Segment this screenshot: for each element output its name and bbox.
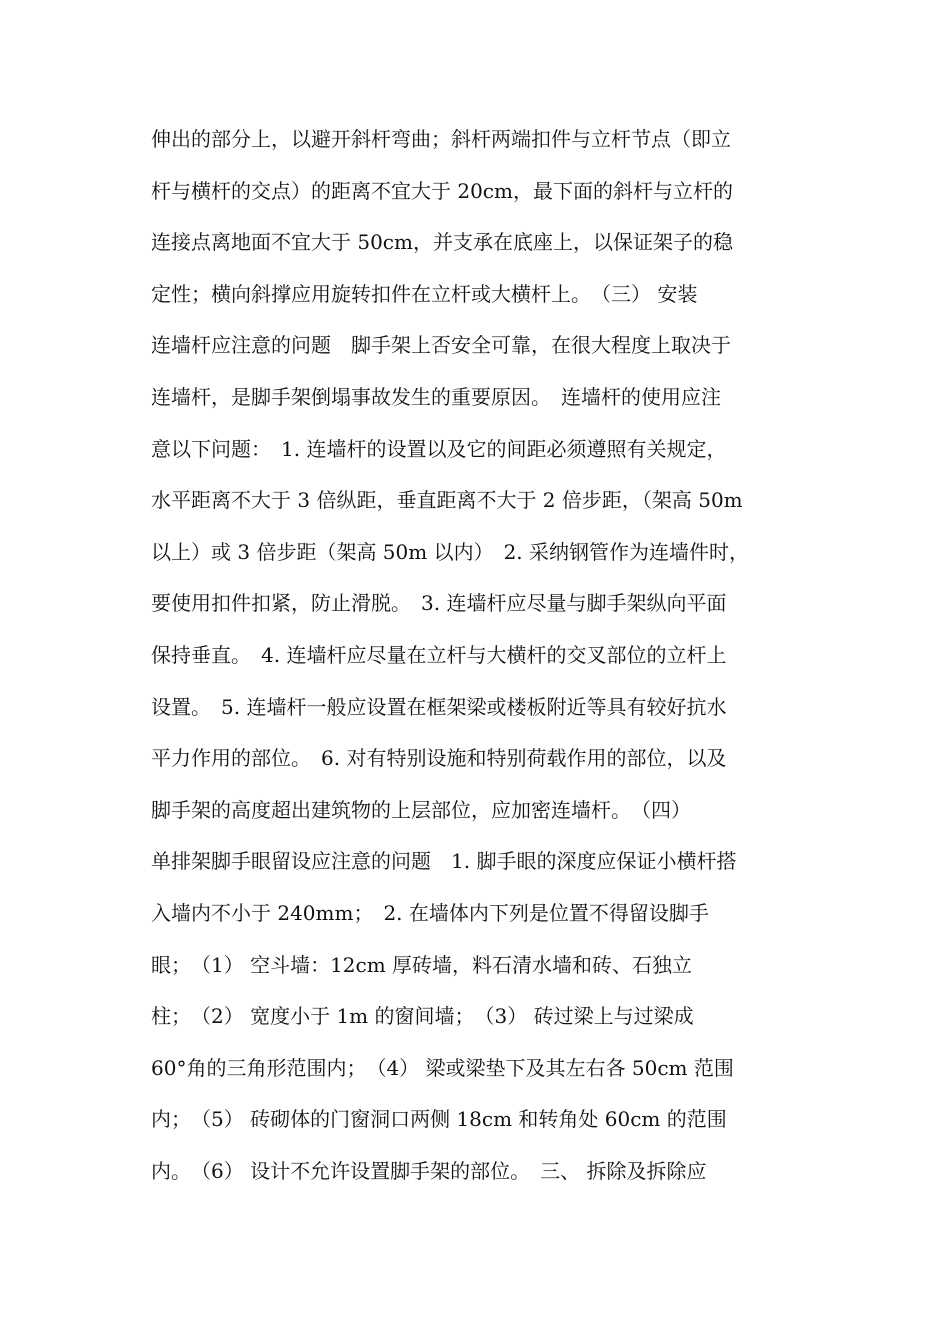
text-line: 柱； （2） 宽度小于 1m 的窗间墙； （3） 砖过梁上与过梁成: [151, 1004, 694, 1029]
text-line: 以上）或 3 倍步距（架高 50m 以内） 2. 采纳钢管作为连墙件时，: [151, 539, 750, 564]
text-line: 要使用扣件扣紧，防止滑脱。 3. 连墙杆应尽量与脚手架纵向平面: [151, 591, 727, 616]
body-text: [151, 120, 811, 1203]
text-line: 杆与横杆的交点）的距离不宜大于 20cm，最下面的斜杆与立杆的: [151, 178, 733, 203]
text-line: 水平距离不大于 3 倍纵距，垂直距离不大于 2 倍步距，（架高 50m: [151, 488, 743, 513]
text-line: 眼； （1） 空斗墙：12cm 厚砖墙，料石清水墙和砖、石独立: [151, 952, 693, 977]
text-line: 连墙杆，是脚手架倒塌事故发生的重要原因。 连墙杆的使用应注: [151, 384, 721, 409]
text-line: 内； （5） 砖砌体的门窗洞口两侧 18cm 和转角处 60cm 的范围: [151, 1107, 727, 1132]
text-line: 意以下问题： 1. 连墙杆的设置以及它的间距必须遵照有关规定，: [151, 436, 727, 461]
text-line: 平力作用的部位。 6. 对有特别设施和特别荷载作用的部位，以及: [151, 746, 727, 771]
text-line: 连接点离地面不宜大于 50cm，并支承在底座上，以保证架子的稳: [151, 230, 733, 255]
text-line: 设置。 5. 连墙杆一般应设置在框架梁或楼板附近等具有较好抗水: [151, 694, 727, 719]
text-line: 入墙内不小于 240mm； 2. 在墙体内下列是位置不得留设脚手: [151, 900, 709, 925]
text-line: 伸出的部分上，以避开斜杆弯曲；斜杆两端扣件与立杆节点（即立: [151, 127, 731, 151]
text-line: 内。 （6） 设计不允许设置脚手架的部位。 三、 拆除及拆除应: [151, 1158, 707, 1183]
text-line: 60°角的三角形范围内； （4） 梁或梁垫下及其左右各 50cm 范围: [151, 1055, 734, 1080]
text-line: 脚手架的高度超出建筑物的上层部位，应加密连墙杆。 （四）: [151, 797, 691, 822]
text-line: 定性；横向斜撑应用旋转扣件在立杆或大横杆上。 （三） 安装: [151, 281, 698, 306]
text-line: 保持垂直。 4. 连墙杆应尽量在立杆与大横杆的交叉部位的立杆上: [151, 642, 727, 667]
text-line: 连墙杆应注意的问题 脚手架上否安全可靠，在很大程度上取决于: [151, 333, 731, 358]
text-line: 单排架脚手眼留设应注意的问题 1. 脚手眼的深度应保证小横杆搭: [151, 849, 737, 874]
